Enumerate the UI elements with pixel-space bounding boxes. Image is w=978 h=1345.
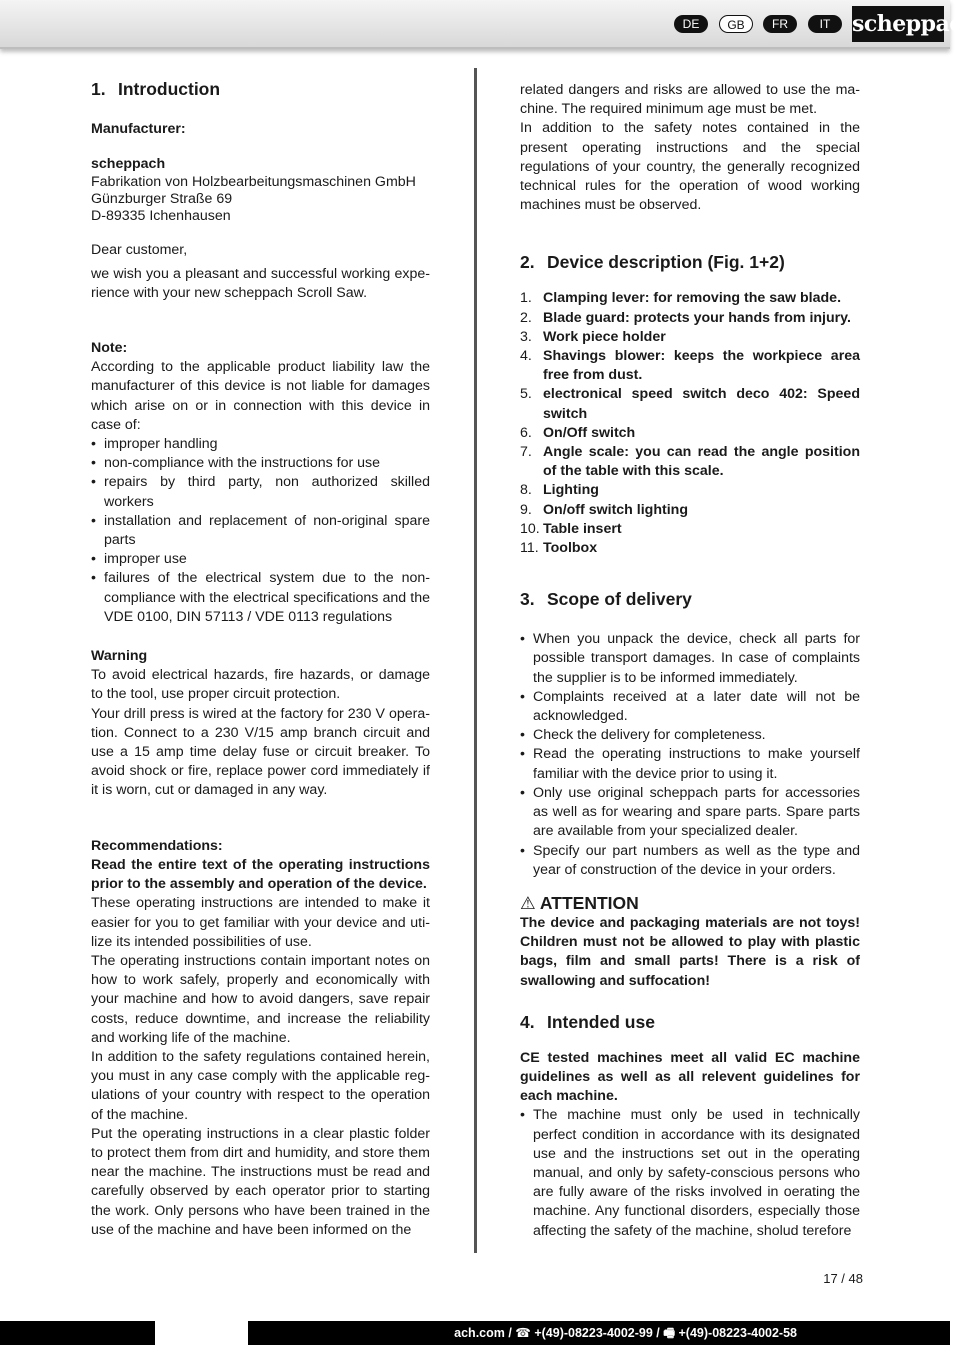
paragraph: These operating instructions are intended to make it easier for you to get familiar with your device and uti-lize its intended possibilities of use. bbox=[91, 895, 430, 950]
warning-triangle-icon: ⚠ bbox=[520, 892, 536, 913]
address-line: Fabrikation von Holzbearbeitungsmaschinen GmbH bbox=[91, 174, 416, 191]
list-item: 4. Shavings blower: keeps the workpiece area free from dust. bbox=[520, 348, 860, 384]
paragraph: In addition to the safety notes contained in the present operating instructions and the special regulations of your country, the generally recognized technical rules for the operation of wood working machines must be observed. bbox=[520, 120, 860, 214]
list-item: 1. Clamping lever: for removing the saw blade. bbox=[520, 290, 842, 307]
paragraph: related dangers and risks are allowed to use the ma-chine. The required minimum age must be met. bbox=[520, 82, 860, 118]
company-name: scheppach bbox=[91, 156, 166, 173]
footer-white-block bbox=[155, 1321, 248, 1345]
paragraph: Put the operating instructions in a clear plastic folder to protect them from dirt and humidity, and store them near the machine. The instructions must be read and carefully observed by each operator prior to starting the work. Only persons who have been trained in the use of the machine and have been informed on the bbox=[91, 1125, 430, 1238]
list-item: 8. Lighting bbox=[520, 482, 599, 499]
manufacturer-label: Manufacturer: bbox=[91, 121, 186, 137]
section-heading-intended-use: 4. Intended use bbox=[520, 1011, 655, 1032]
list-item: • Read the operating instructions to make yourself familiar with the device prior to using it. bbox=[520, 745, 860, 783]
page-header bbox=[0, 0, 978, 49]
paragraph: The operating instructions contain important notes on how to work safely, properly and economically with your machine and how to avoid dangers, save repair costs, reduce downtime, and increase the reliability and working life of the machine. bbox=[91, 952, 430, 1046]
note-list bbox=[91, 435, 430, 627]
section-heading-device-description: 2. Device description (Fig. 1+2) bbox=[520, 252, 785, 273]
lang-badge-gb[interactable]: GB bbox=[719, 15, 753, 33]
section-heading-introduction: 1. Introduction bbox=[91, 79, 221, 99]
address-line: Günzburger Straße 69 bbox=[91, 191, 233, 208]
list-item: • Complaints received at a later date will not be acknowledged. bbox=[520, 688, 860, 726]
paragraph: In addition to the safety regulations contained herein, you must in any case comply with the applicable reg-ulations of your country with respect to the operation of the machine. bbox=[91, 1048, 430, 1123]
list-item: • repairs by third party, non authorized skilled workers bbox=[91, 473, 430, 511]
list-item: 3. Work piece holder bbox=[520, 328, 666, 345]
intended-use-bold: CE tested machines meet all valid EC machine guidelines as well as all relevent guidelines for each machine. bbox=[520, 1049, 860, 1105]
list-item: 9. On/off switch lighting bbox=[520, 501, 689, 518]
intended-use-list bbox=[520, 1106, 860, 1240]
note-label: Note: bbox=[91, 340, 128, 357]
list-item: • Specify our part numbers as well as the type and year of construction of the device in your orders. bbox=[520, 842, 860, 880]
list-item: 10. Table insert bbox=[520, 520, 622, 537]
list-item: • Only use original scheppach parts for accessories as well as for wearing and spare parts. Spare parts are available from your specialized dealer. bbox=[520, 784, 860, 842]
list-item: 6. On/Off switch bbox=[520, 424, 636, 441]
recommendations-bold: Read the entire text of the operating instructions prior to the assembly and operation of the device. bbox=[91, 856, 430, 893]
note-text: According to the applicable product liability law the manufacturer of this device is not liable for damages which arise on or in connection with this device in case of: bbox=[91, 359, 430, 433]
left-column bbox=[91, 78, 430, 1240]
recommendations-label: Recommendations: bbox=[91, 837, 223, 854]
list-item: • improper use bbox=[91, 550, 430, 569]
lang-badge-it[interactable]: IT bbox=[808, 15, 842, 33]
address-line: D-89335 Ichenhausen bbox=[91, 208, 231, 225]
page-footer bbox=[0, 1321, 950, 1345]
scope-list bbox=[520, 630, 860, 880]
list-item: • The machine must only be used in technically perfect condition in accordance with its designated use and the instructions set out in the operating manual, and only by safety-conscious persons who are fully aware of the risks involved in oerating the machine. Any functional disorders, especially those affecting the safety of the machine, sholud terefore bbox=[520, 1106, 860, 1240]
footer-contact: ach.com / ☎ +(49)-08223-4002-99 / 🖷 +(49)-08223-4002-58 bbox=[454, 1326, 797, 1340]
page-number: 17 / 48 bbox=[823, 1271, 863, 1286]
scheppach-logo: scheppach bbox=[852, 6, 944, 42]
lang-badge-fr[interactable]: FR bbox=[763, 15, 797, 33]
list-item: 5. electronical speed switch deco 402: Speed switch bbox=[520, 386, 860, 422]
section-heading-scope-of-delivery: 3. Scope of delivery bbox=[520, 589, 692, 610]
list-item: 2. Blade guard: protects your hands from injury. bbox=[520, 309, 851, 326]
column-divider bbox=[474, 68, 477, 1253]
lang-badge-de[interactable]: DE bbox=[674, 15, 708, 33]
right-column bbox=[520, 81, 860, 1241]
device-list bbox=[520, 289, 860, 558]
list-item: 7. Angle scale: you can read the angle position of the table with this scale. bbox=[520, 444, 860, 480]
list-item: • failures of the electrical system due to the non-compliance with the electrical specifications and the VDE 0100, DIN 57113 / VDE 0113 regulations bbox=[91, 569, 430, 627]
list-item: • Check the delivery for completeness. bbox=[520, 726, 860, 745]
list-item: • When you unpack the device, check all parts for possible transport damages. In case of complaints the supplier is to be informed immediately. bbox=[520, 630, 860, 688]
greeting: Dear customer, bbox=[91, 242, 188, 259]
warning-label: Warning bbox=[91, 648, 148, 665]
list-item: 11. Toolbox bbox=[520, 540, 598, 557]
list-item: • improper handling bbox=[91, 435, 430, 454]
warning-text: Your drill press is wired at the factory for 230 V opera-tion. Connect to a 230 V/15 amp branch circuit and use a 15 amp time delay fuse or circuit breaker. To avoid shock or fire, replace power cord immediately if it is worn, cut or damaged in any way. bbox=[91, 705, 430, 799]
wish-text: we wish you a pleasant and successful working expe-rience with your new scheppach Scroll Saw. bbox=[91, 265, 430, 301]
list-item: • installation and replacement of non-original spare parts bbox=[91, 512, 430, 550]
warning-text: To avoid electrical hazards, fire hazards, or damage to the tool, use proper circuit protection. bbox=[91, 667, 430, 703]
list-item: • non-compliance with the instructions for use bbox=[91, 454, 430, 473]
attention-heading: ⚠ ATTENTION bbox=[520, 892, 639, 913]
attention-text: The device and packaging materials are not toys! Children must not be allowed to play with plastic bags, film and small parts! There is a risk of swallowing and suffocation! bbox=[520, 914, 860, 989]
